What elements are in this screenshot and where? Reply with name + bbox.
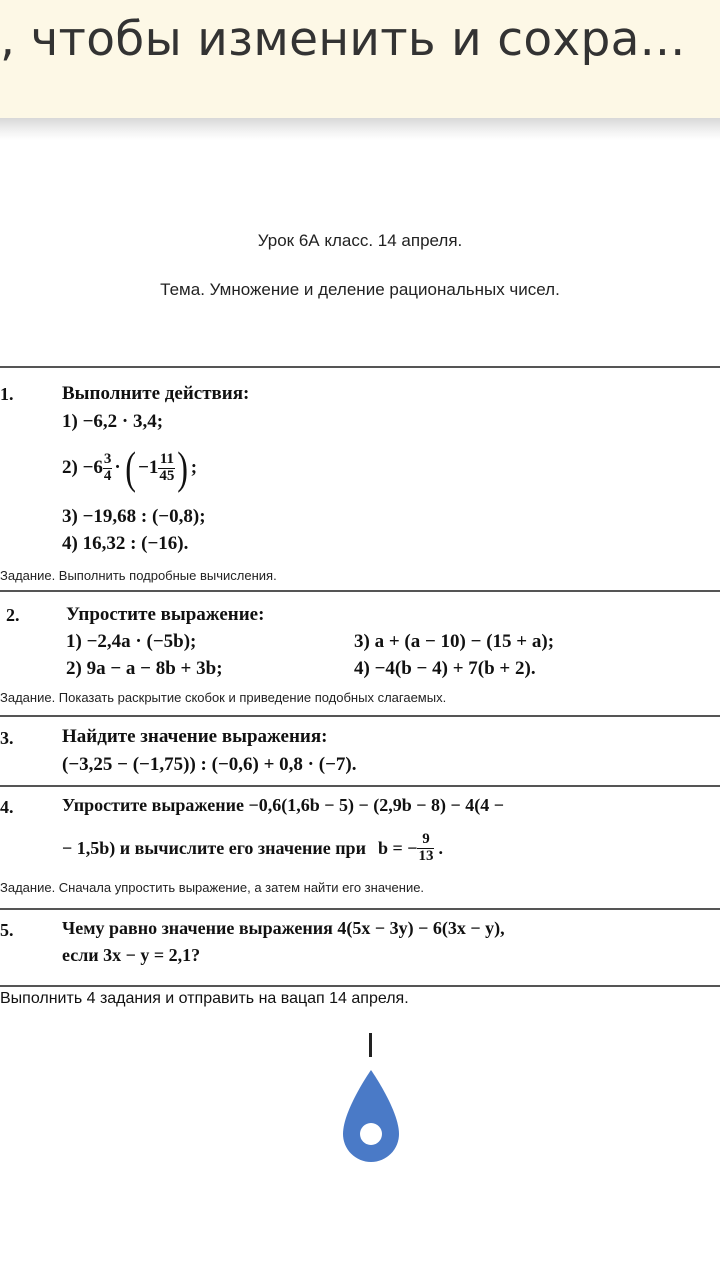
task4-line2-text: − 1,5b) и вычислите его значение при — [62, 837, 366, 858]
task1-item1: 1) −6,2 · 3,4; — [62, 411, 164, 432]
task1-item2-end: ; — [190, 457, 198, 478]
task2-item1: 1) −2,4a · (−5b); — [66, 631, 197, 652]
task1-item2-fraction2 — [158, 452, 175, 485]
task5-line1: Чему равно значение выражения 4(5x − 3y) − 6(3x − y), — [62, 918, 505, 938]
edit-banner[interactable] — [0, 0, 720, 118]
right-paren: ) — [177, 442, 189, 493]
task1-item2: 2) −6 $\frac{3}{4}$ · ( −1 $\frac{11}{45}$ ) ; — [62, 442, 198, 493]
divider — [0, 908, 720, 910]
task1-number: 1. — [0, 384, 14, 404]
assignment-footer: Выполнить 4 задания и отправить на вацап 14 апреля. — [0, 990, 409, 1007]
fraction-numerator: 9 — [417, 832, 434, 849]
task4-line2 — [62, 826, 443, 870]
lesson-topic: Тема. Умножение и деление рациональных чисел. — [160, 280, 560, 299]
fraction-denominator: 13 — [418, 847, 434, 864]
task4-fraction — [417, 832, 434, 865]
task1-item2-mid: −1 — [138, 457, 159, 478]
task2-item3: 3) a + (a − 10) − (15 + a); — [354, 631, 555, 652]
banner-shadow — [0, 118, 720, 140]
task2-title: Упростите выражение: — [66, 604, 265, 625]
task1-note: Задание. Выполнить подробные вычисления. — [0, 568, 277, 583]
task2-item2: 2) 9a − a − 8b + 3b; — [66, 658, 223, 679]
cursor-handle-icon[interactable] — [339, 1068, 403, 1168]
divider — [0, 715, 720, 717]
lesson-title: Урок 6А класс. 14 апреля. — [257, 231, 463, 250]
task1-item2-fraction — [103, 452, 113, 485]
task4-end: . — [438, 837, 443, 858]
task2-item4: 4) −4(b − 4) + 7(b + 2). — [354, 658, 536, 679]
task1-item2-prefix: 2) −6 — [62, 457, 103, 478]
task4-number: 4. — [0, 797, 14, 817]
task5-number: 5. — [0, 920, 14, 940]
fraction-denominator: 4 — [103, 467, 112, 484]
text-cursor — [369, 1033, 372, 1057]
fraction-numerator: 11 — [159, 450, 174, 467]
task3-expression: (−3,25 − (−1,75)) : (−0,6) + 0,8 · (−7). — [62, 754, 357, 775]
task3-number: 3. — [0, 728, 14, 748]
task5-line2: если 3x − y = 2,1? — [62, 945, 201, 965]
divider — [0, 366, 720, 368]
task1-item4: 4) 16,32 : (−16). — [62, 533, 189, 554]
divider — [0, 590, 720, 592]
fraction-numerator: 3 — [103, 450, 112, 467]
task4-note: Задание. Сначала упростить выражение, а затем найти его значение. — [0, 880, 425, 895]
task2-number: 2. — [6, 605, 20, 625]
banner-text: , чтобы изменить и сохра... — [0, 12, 686, 67]
task4-b-prefix: b = − — [377, 837, 418, 858]
task1-item3: 3) −19,68 : (−0,8); — [62, 506, 206, 527]
task1-title: Выполните действия: — [62, 383, 250, 404]
divider — [0, 985, 720, 987]
fraction-denominator: 45 — [159, 467, 175, 484]
left-paren: ( — [125, 442, 136, 493]
task4-line1: Упростите выражение −0,6(1,6b − 5) − (2,9b − 8) − 4(4 − — [62, 795, 505, 815]
task3-title: Найдите значение выражения: — [62, 726, 328, 747]
task2-note: Задание. Показать раскрытие скобок и приведение подобных слагаемых. — [0, 690, 447, 705]
divider — [0, 785, 720, 787]
